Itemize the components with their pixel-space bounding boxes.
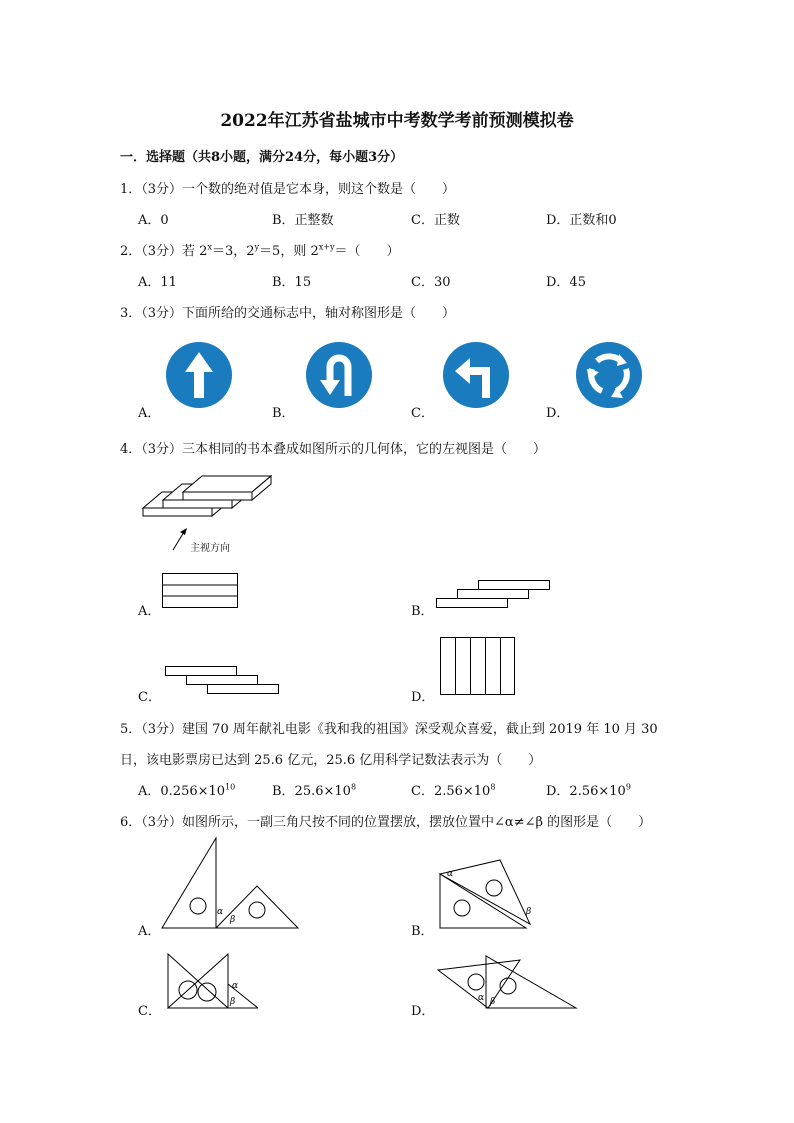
q6b-beta: β <box>526 907 532 917</box>
question-5-stem-line2: 日，该电影票房已达到 25.6 亿元，25.6 亿用科学记数法表示为（ ） <box>120 753 542 768</box>
q3-label-a[interactable]: A． <box>138 406 161 421</box>
q4-option-b-figure <box>436 580 551 610</box>
q5-option-c[interactable] <box>411 780 495 799</box>
q6-option-d-figure <box>434 950 580 1012</box>
q1-option-d[interactable]: D．正数和0 <box>546 213 617 228</box>
q6d-alpha: α <box>478 993 485 1003</box>
q4-option-a-figure <box>162 573 239 609</box>
q4-label-b[interactable]: B． <box>411 604 434 619</box>
question-6-stem: 6．（3分）如图所示，一副三角尺按不同的位置摆放，摆放位置中∠α≠∠β 的图形是（ ） <box>120 815 652 830</box>
q2-sup-x: x <box>207 242 212 252</box>
q1-option-b[interactable]: B．正整数 <box>272 213 334 228</box>
q4-label-d[interactable]: D． <box>411 690 435 705</box>
q6-label-d[interactable]: D． <box>411 1004 435 1019</box>
q6-label-b[interactable]: B． <box>411 924 434 939</box>
q6-label-a[interactable]: A． <box>138 924 161 939</box>
q1-option-a[interactable]: A．0 <box>138 213 169 228</box>
question-5-stem-line1: 5．（3分）建国 70 周年献礼电影《我和我的祖国》深受观众喜爱，截止到 2019 年 10 月 30 <box>120 722 658 737</box>
q2-sup-y: y <box>254 242 260 252</box>
q5-option-c-base: C．2.56×10 <box>411 784 491 799</box>
question-4-stem: 4．（3分）三本相同的书本叠成如图所示的几何体，它的左视图是（ ） <box>120 442 547 457</box>
q5-option-b[interactable] <box>272 780 356 799</box>
sign-straight-arrow-icon <box>165 341 233 409</box>
q5-option-a-exp: 10 <box>225 782 236 792</box>
q5-option-c-exp: 8 <box>490 782 496 792</box>
q4-option-d-figure <box>440 637 516 697</box>
q6-option-a-figure <box>160 836 302 932</box>
q6a-beta: β <box>230 915 236 925</box>
q5-option-d-exp: 9 <box>625 782 631 792</box>
q5-option-b-exp: 8 <box>350 782 357 792</box>
section-heading: 一．选择题（共8小题，满分24分，每小题3分） <box>120 150 404 165</box>
q6c-alpha: α <box>232 981 239 991</box>
q2-option-d[interactable]: D．45 <box>546 275 586 290</box>
q1-option-c[interactable]: C．正数 <box>411 213 460 228</box>
q5-option-a-base: A．0.256×10 <box>138 784 226 799</box>
q5-option-b-base: B．25.6×10 <box>272 784 351 799</box>
sign-turn-left-icon <box>442 341 510 409</box>
q2-stem-mid2: ＝5，则 2 <box>259 244 319 259</box>
q5-option-d-base: D．2.56×10 <box>546 784 626 799</box>
q6c-beta: β <box>230 997 236 1007</box>
q6d-beta: β <box>490 997 496 1007</box>
q2-option-a[interactable]: A．11 <box>138 275 177 290</box>
q2-stem-post: ＝（ ） <box>334 244 400 259</box>
q2-sup-xy: x+y <box>318 242 335 252</box>
question-3-stem: 3．（3分）下面所给的交通标志中，轴对称图形是（ ） <box>120 306 456 321</box>
question-1-stem: 1．（3分）一个数的绝对值是它本身，则这个数是（ ） <box>120 182 456 197</box>
q3-label-b[interactable]: B． <box>272 406 295 421</box>
q5-option-a[interactable] <box>138 780 235 799</box>
q2-stem-mid1: ＝3，2 <box>211 244 255 259</box>
q2-stem-pre: 2．（3分）若 2 <box>120 244 208 259</box>
sign-u-turn-icon <box>305 341 373 409</box>
q2-option-b[interactable]: B．15 <box>272 275 312 290</box>
q2-option-c[interactable]: C．30 <box>411 275 451 290</box>
q6-option-b-figure <box>436 856 538 932</box>
q4-direction-label: 主视方向 <box>190 543 230 554</box>
sign-roundabout-icon <box>575 341 643 409</box>
page-title: 2022年江苏省盐城市中考数学考前预测模拟卷 <box>220 111 574 131</box>
q4-label-c[interactable]: C． <box>138 690 161 705</box>
q6a-alpha: α <box>217 907 224 917</box>
q3-label-d[interactable]: D． <box>546 406 570 421</box>
q6-option-c-figure <box>166 950 260 1012</box>
q4-label-a[interactable]: A． <box>138 604 161 619</box>
q6b-alpha: α <box>447 869 454 879</box>
question-2-stem <box>120 240 399 259</box>
q4-option-c-figure <box>165 666 280 696</box>
q5-option-d[interactable] <box>546 780 631 799</box>
q3-label-c[interactable]: C． <box>411 406 434 421</box>
q6-label-c[interactable]: C． <box>138 1004 161 1019</box>
